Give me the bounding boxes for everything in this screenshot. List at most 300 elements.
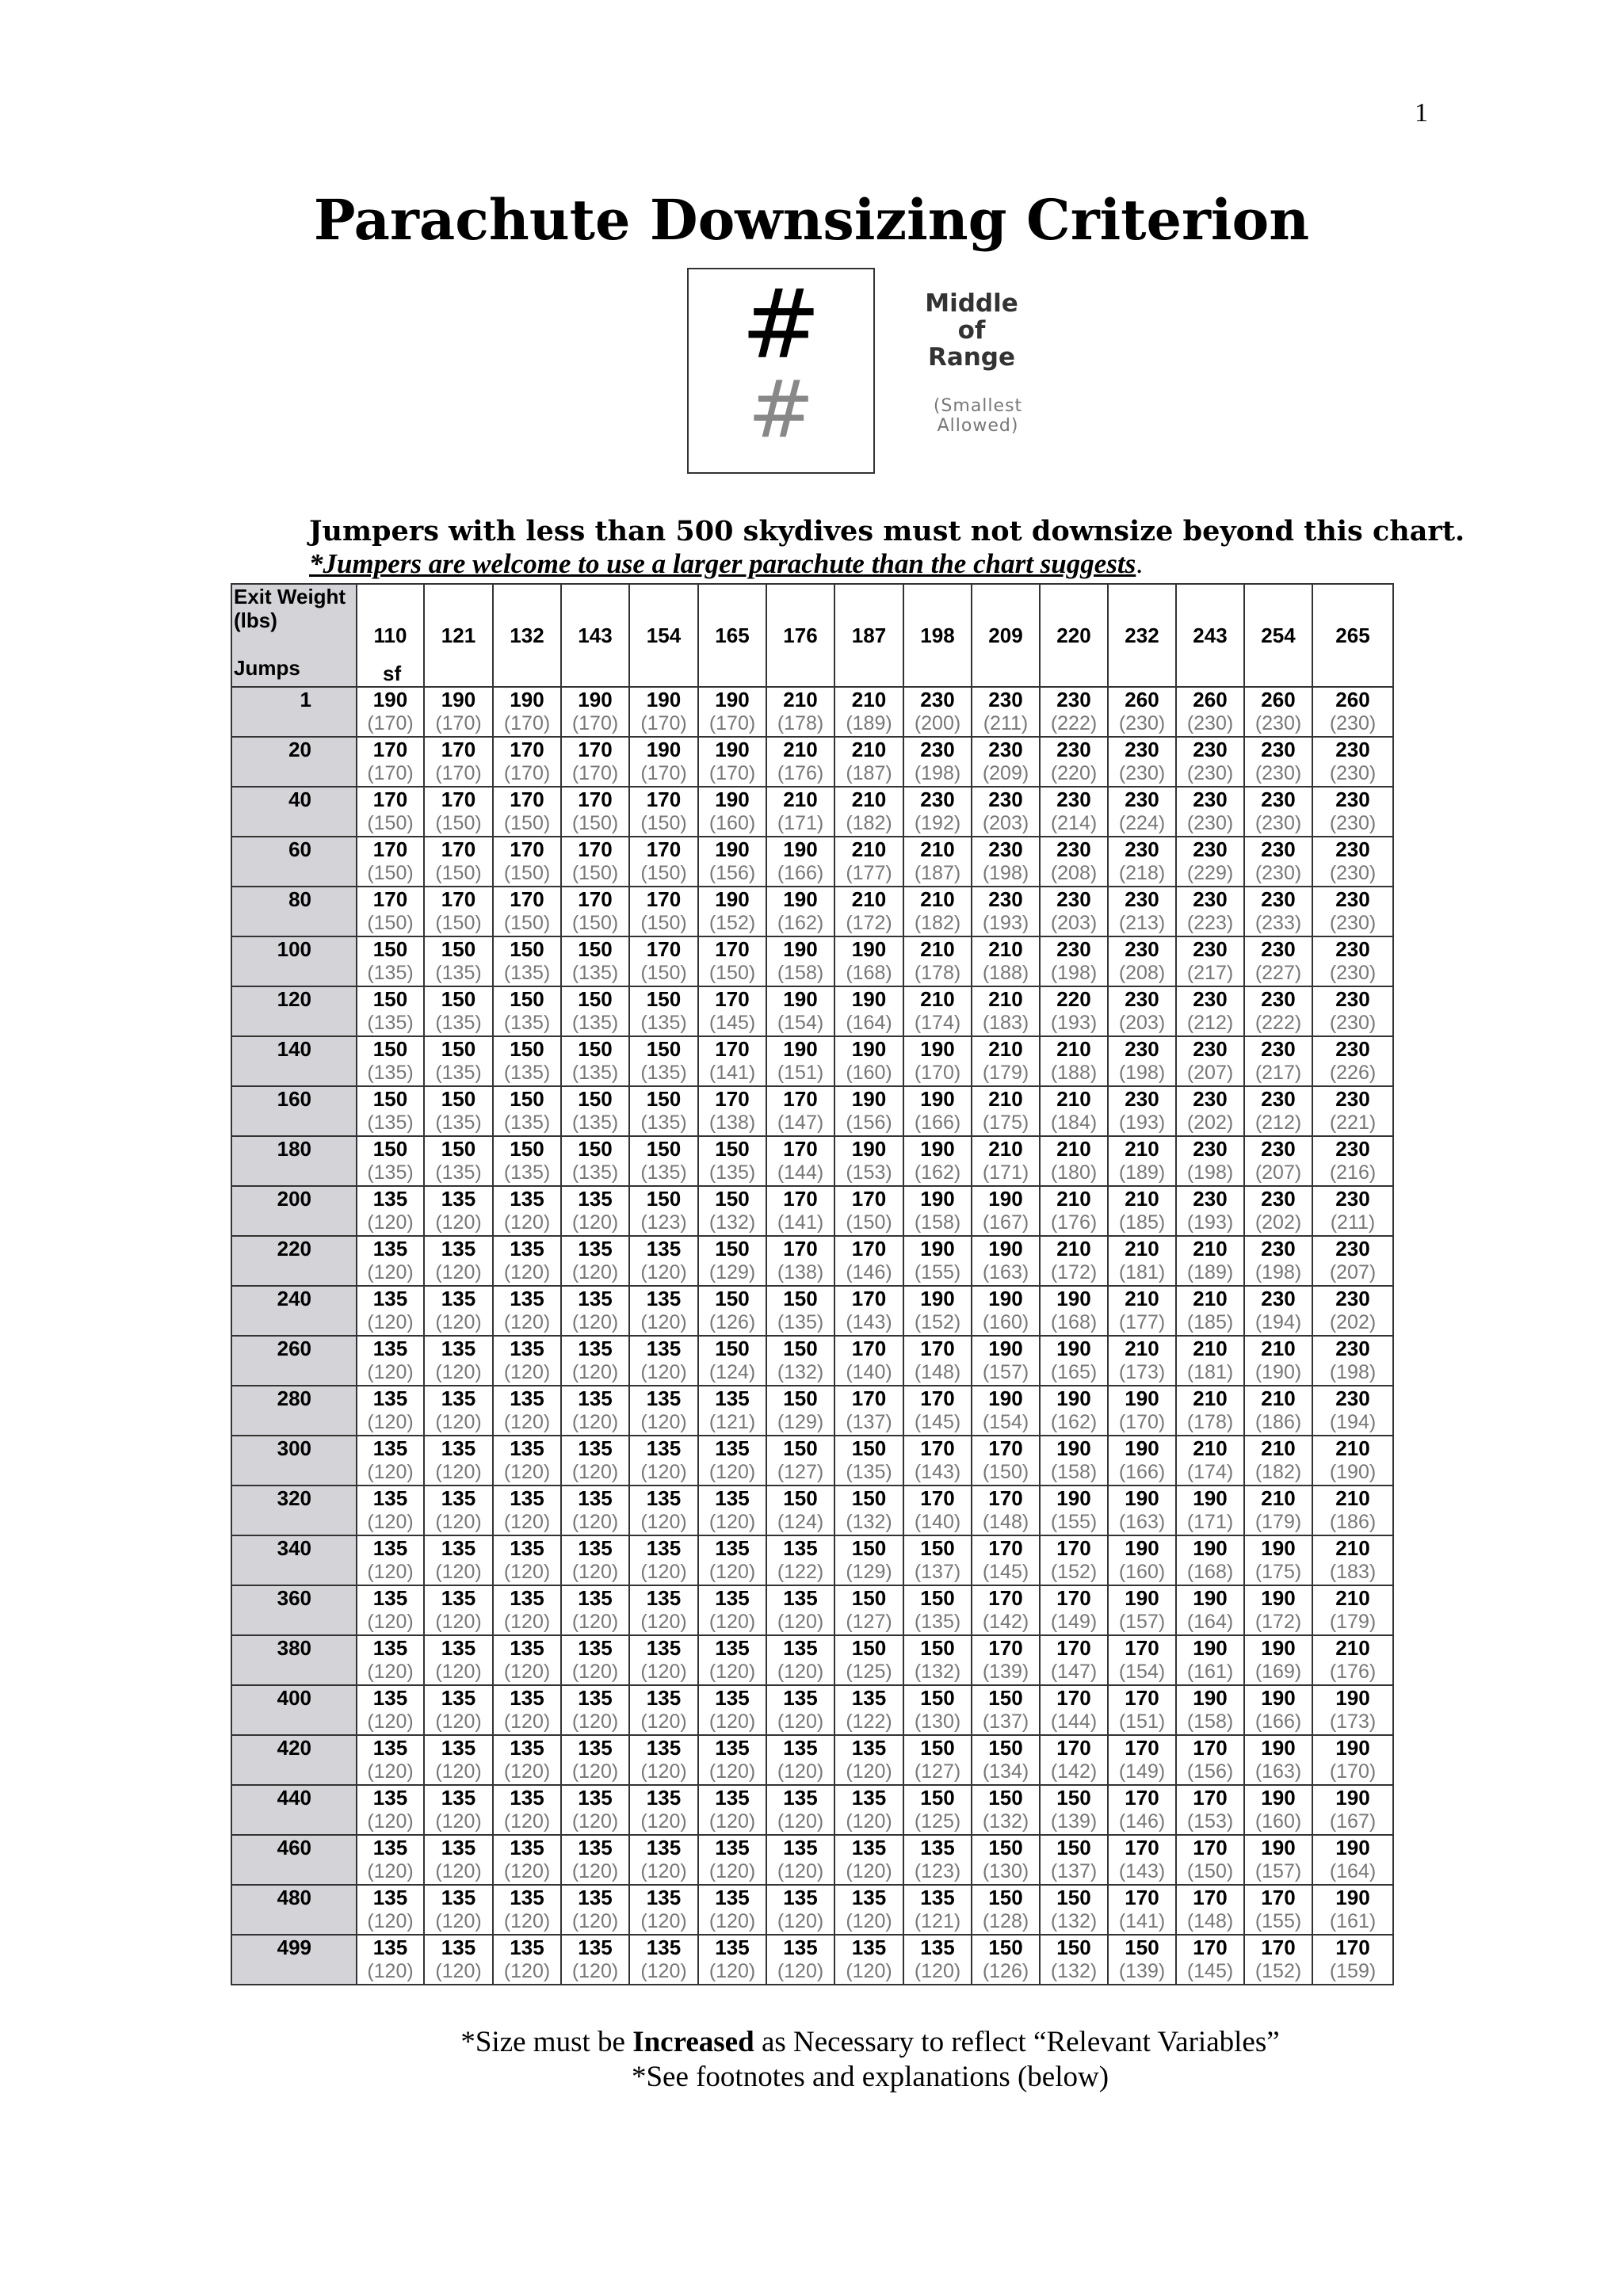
- smallest-allowed-size: (150): [846, 1211, 892, 1234]
- footer-post: as Necessary to reflect “Relevant Variables”: [754, 2026, 1280, 2058]
- weight-value: 143: [578, 623, 613, 647]
- size-cell: [698, 1436, 766, 1486]
- smallest-allowed-size: (203): [982, 812, 1029, 834]
- size-cell: [698, 1535, 766, 1585]
- recommended-size: 170: [1125, 1686, 1159, 1710]
- smallest-allowed-size: (170): [503, 712, 551, 734]
- size-cell: [357, 1486, 424, 1535]
- smallest-allowed-size: (193): [1186, 1211, 1234, 1234]
- recommended-size: 135: [646, 1536, 682, 1560]
- size-cell: [972, 1735, 1040, 1785]
- smallest-allowed-size: (120): [435, 1411, 482, 1433]
- smallest-allowed-size: (120): [503, 1361, 551, 1383]
- smallest-allowed-size: (230): [1329, 712, 1377, 734]
- smallest-allowed-size: (172): [1254, 1611, 1302, 1633]
- size-cell: [1108, 1436, 1176, 1486]
- weight-header: [561, 584, 629, 687]
- recommended-size: 210: [1335, 1636, 1370, 1660]
- smallest-allowed-size: (120): [571, 1960, 619, 1982]
- table-row: [231, 1486, 1393, 1535]
- smallest-allowed-size: (127): [777, 1461, 824, 1483]
- smallest-allowed-size: (198): [1118, 1062, 1166, 1084]
- size-cell: [357, 1735, 424, 1785]
- smallest-allowed-size: (178): [777, 712, 824, 734]
- recommended-size: 150: [510, 1087, 544, 1111]
- smallest-allowed-size: (152): [1254, 1960, 1302, 1982]
- recommended-size: 230: [1335, 1037, 1370, 1061]
- smallest-allowed-size: (147): [777, 1112, 824, 1134]
- size-cell: [1312, 1186, 1393, 1236]
- smallest-allowed-size: (208): [1050, 862, 1098, 884]
- smallest-allowed-size: (230): [1118, 712, 1166, 734]
- smallest-allowed-size: (120): [846, 1760, 892, 1783]
- smallest-allowed-size: (188): [1050, 1062, 1098, 1084]
- recommended-size: 190: [715, 837, 750, 861]
- recommended-size: 135: [715, 1886, 750, 1909]
- recommended-size: 135: [441, 1836, 476, 1859]
- size-cell: [1176, 1236, 1244, 1286]
- recommended-size: 230: [1335, 788, 1370, 811]
- size-cell: [1040, 737, 1108, 787]
- note-text: [309, 548, 1143, 580]
- size-cell: [903, 887, 972, 936]
- size-cell: [1108, 1685, 1176, 1735]
- smallest-allowed-size: (120): [846, 1810, 892, 1833]
- recommended-size: 135: [441, 1686, 476, 1710]
- smallest-allowed-size: (150): [503, 812, 551, 834]
- smallest-allowed-size: (160): [982, 1311, 1029, 1333]
- smallest-allowed-size: (179): [1254, 1511, 1302, 1533]
- recommended-size: 135: [715, 1936, 750, 1959]
- smallest-allowed-size: (120): [571, 1611, 619, 1633]
- size-cell: [357, 737, 424, 787]
- recommended-size: 230: [1335, 1087, 1370, 1111]
- smallest-allowed-size: (190): [1329, 1461, 1377, 1483]
- recommended-size: 170: [510, 738, 544, 761]
- smallest-allowed-size: (177): [1118, 1311, 1166, 1333]
- size-cell: [834, 1086, 903, 1136]
- smallest-allowed-size: (175): [982, 1112, 1029, 1134]
- recommended-size: 135: [510, 1337, 544, 1360]
- recommended-size: 210: [1125, 1187, 1159, 1211]
- smallest-allowed-size: (120): [708, 1910, 756, 1932]
- recommended-size: 150: [783, 1337, 818, 1360]
- smallest-allowed-size: (221): [1329, 1112, 1377, 1134]
- jumps-cell: 360: [231, 1585, 357, 1635]
- size-cell: [493, 936, 561, 986]
- smallest-allowed-size: (207): [1254, 1161, 1302, 1184]
- recommended-size: 230: [1335, 1137, 1370, 1161]
- smallest-allowed-size: (120): [640, 1311, 687, 1333]
- smallest-allowed-size: (150): [640, 812, 687, 834]
- size-cell: [972, 687, 1040, 737]
- size-cell: [424, 986, 493, 1036]
- smallest-allowed-size: (135): [503, 1112, 551, 1134]
- table-row: [231, 787, 1393, 837]
- recommended-size: 210: [1193, 1337, 1228, 1360]
- recommended-size: 260: [1193, 688, 1228, 711]
- size-cell: [834, 1386, 903, 1436]
- size-cell: [766, 936, 834, 986]
- recommended-size: 135: [372, 1686, 408, 1710]
- smallest-allowed-size: (139): [1050, 1810, 1098, 1833]
- size-cell: [1108, 1286, 1176, 1336]
- size-cell: [1040, 1885, 1108, 1935]
- recommended-size: 230: [1056, 738, 1091, 761]
- size-cell: [1176, 1735, 1244, 1785]
- size-cell: [1312, 1486, 1393, 1535]
- smallest-allowed-size: (150): [640, 912, 687, 934]
- smallest-allowed-size: (182): [914, 912, 961, 934]
- size-cell: [357, 1585, 424, 1635]
- recommended-size: 135: [646, 1736, 682, 1760]
- smallest-allowed-size: (150): [435, 812, 482, 834]
- size-cell: [766, 687, 834, 737]
- size-cell: [561, 1286, 629, 1336]
- size-cell: [972, 1286, 1040, 1336]
- size-cell: [972, 1535, 1040, 1585]
- smallest-allowed-size: (150): [367, 812, 414, 834]
- recommended-size: 170: [920, 1386, 955, 1410]
- smallest-allowed-size: (120): [503, 1711, 551, 1733]
- smallest-allowed-size: (157): [1254, 1860, 1302, 1882]
- smallest-allowed-size: (171): [777, 812, 824, 834]
- size-cell: [493, 1486, 561, 1535]
- smallest-allowed-size: (168): [1186, 1561, 1234, 1583]
- recommended-size: 230: [1193, 1137, 1228, 1161]
- size-cell: [903, 1136, 972, 1186]
- recommended-size: 150: [372, 1087, 408, 1111]
- table-row: [231, 1835, 1393, 1885]
- smallest-allowed-size: (174): [1186, 1461, 1234, 1483]
- recommended-size: 230: [1056, 688, 1091, 711]
- smallest-allowed-size: (120): [503, 1311, 551, 1333]
- smallest-allowed-size: (167): [1329, 1810, 1377, 1833]
- smallest-allowed-size: (169): [1254, 1661, 1302, 1683]
- recommended-size: 135: [372, 1936, 408, 1959]
- smallest-allowed-size: (168): [846, 962, 892, 984]
- recommended-size: 150: [783, 1287, 818, 1310]
- smallest-allowed-size: (138): [708, 1112, 756, 1134]
- recommended-size: 170: [372, 887, 408, 911]
- smallest-allowed-size: (188): [982, 962, 1029, 984]
- jumps-cell: 460: [231, 1835, 357, 1885]
- weight-header: [972, 584, 1040, 687]
- legend-label-line3: Range: [927, 343, 1016, 372]
- recommended-size: 135: [372, 1786, 408, 1810]
- recommended-size: 135: [783, 1586, 818, 1610]
- size-cell: [357, 1885, 424, 1935]
- size-cell: [903, 1635, 972, 1685]
- size-cell: [1040, 1635, 1108, 1685]
- size-cell: [972, 887, 1040, 936]
- recommended-size: 150: [510, 1037, 544, 1061]
- weight-value: 232: [1125, 623, 1159, 647]
- size-cell: [903, 1336, 972, 1386]
- size-cell: [1040, 687, 1108, 737]
- size-cell: [903, 837, 972, 887]
- weight-value: 132: [510, 623, 544, 647]
- chart-body: [231, 687, 1393, 1985]
- smallest-allowed-size: (202): [1186, 1112, 1234, 1134]
- size-cell: [1244, 837, 1312, 887]
- smallest-allowed-size: (120): [367, 1311, 414, 1333]
- recommended-size: 170: [988, 1536, 1023, 1560]
- smallest-allowed-size: (230): [1186, 762, 1234, 784]
- recommended-size: 150: [578, 1087, 613, 1111]
- recommended-size: 190: [1125, 1536, 1159, 1560]
- smallest-allowed-size: (189): [1118, 1161, 1166, 1184]
- size-cell: [1312, 1336, 1393, 1386]
- smallest-allowed-size: (120): [503, 1511, 551, 1533]
- recommended-size: 135: [441, 1536, 476, 1560]
- smallest-allowed-size: (120): [571, 1511, 619, 1533]
- recommended-size: 135: [578, 1736, 613, 1760]
- recommended-size: 170: [783, 1237, 818, 1261]
- smallest-allowed-size: (158): [1050, 1461, 1098, 1483]
- size-cell: [972, 787, 1040, 837]
- recommended-size: 135: [510, 1436, 544, 1460]
- smallest-allowed-size: (150): [435, 912, 482, 934]
- size-cell: [493, 1835, 561, 1885]
- size-cell: [1312, 1535, 1393, 1585]
- recommended-size: 135: [510, 1686, 544, 1710]
- jumps-cell: 220: [231, 1236, 357, 1286]
- smallest-allowed-size: (156): [1186, 1760, 1234, 1783]
- recommended-size: 135: [783, 1886, 818, 1909]
- smallest-allowed-size: (142): [982, 1611, 1029, 1633]
- recommended-size: 210: [1261, 1337, 1296, 1360]
- size-cell: [1312, 1735, 1393, 1785]
- smallest-allowed-size: (120): [367, 1910, 414, 1932]
- jumps-cell: 60: [231, 837, 357, 887]
- size-cell: [561, 887, 629, 936]
- size-cell: [1244, 1885, 1312, 1935]
- recommended-size: 190: [1193, 1686, 1228, 1710]
- smallest-allowed-size: (120): [503, 1910, 551, 1932]
- recommended-size: 190: [988, 1337, 1023, 1360]
- recommended-size: 150: [988, 1886, 1023, 1909]
- size-cell: [1176, 1885, 1244, 1935]
- size-cell: [1312, 1386, 1393, 1436]
- recommended-size: 150: [510, 1137, 544, 1161]
- recommended-size: 210: [920, 837, 955, 861]
- recommended-size: 170: [1056, 1686, 1091, 1710]
- recommended-size: 230: [1193, 937, 1228, 961]
- size-cell: [1312, 887, 1393, 936]
- smallest-allowed-size: (135): [640, 1112, 687, 1134]
- weight-header: [766, 584, 834, 687]
- recommended-size: 135: [920, 1836, 955, 1859]
- smallest-allowed-size: (120): [435, 1661, 482, 1683]
- smallest-allowed-size: (170): [1329, 1760, 1377, 1783]
- smallest-allowed-size: (135): [367, 1062, 414, 1084]
- smallest-allowed-size: (149): [1118, 1760, 1166, 1783]
- jumps-cell: 140: [231, 1036, 357, 1086]
- smallest-allowed-size: (198): [982, 862, 1029, 884]
- smallest-allowed-size: (120): [640, 1461, 687, 1483]
- recommended-size: 170: [1056, 1736, 1091, 1760]
- smallest-allowed-size: (120): [503, 1611, 551, 1633]
- smallest-allowed-size: (209): [982, 762, 1029, 784]
- table-row: [231, 1286, 1393, 1336]
- table-row: [231, 1036, 1393, 1086]
- recommended-size: 135: [372, 1187, 408, 1211]
- smallest-allowed-size: (126): [708, 1311, 756, 1333]
- recommended-size: 135: [441, 1586, 476, 1610]
- smallest-allowed-size: (203): [1118, 1012, 1166, 1034]
- recommended-size: 170: [372, 788, 408, 811]
- footer-note-1: [0, 2025, 1623, 2059]
- recommended-size: 135: [372, 1486, 408, 1510]
- recommended-size: 210: [1261, 1436, 1296, 1460]
- size-cell: [424, 1585, 493, 1635]
- recommended-size: 170: [1125, 1886, 1159, 1909]
- smallest-allowed-size: (211): [983, 712, 1029, 734]
- size-cell: [766, 1336, 834, 1386]
- recommended-size: 135: [646, 1486, 682, 1510]
- size-cell: [834, 837, 903, 887]
- size-cell: [1176, 1685, 1244, 1735]
- smallest-allowed-size: (174): [914, 1012, 961, 1034]
- smallest-allowed-size: (120): [640, 1860, 687, 1882]
- recommended-size: 190: [988, 1287, 1023, 1310]
- weight-value: 220: [1056, 623, 1091, 647]
- recommended-size: 230: [1193, 1187, 1228, 1211]
- recommended-size: 170: [1193, 1786, 1228, 1810]
- recommended-size: 230: [1056, 788, 1091, 811]
- recommended-size: 135: [646, 1386, 682, 1410]
- size-cell: [629, 737, 698, 787]
- smallest-allowed-size: (230): [1329, 1012, 1377, 1034]
- size-cell: [424, 1186, 493, 1236]
- size-cell: [1108, 737, 1176, 787]
- smallest-allowed-size: (154): [982, 1411, 1029, 1433]
- smallest-allowed-size: (120): [367, 1261, 414, 1283]
- jumps-cell: 380: [231, 1635, 357, 1685]
- size-cell: [1312, 936, 1393, 986]
- size-cell: [1108, 837, 1176, 887]
- recommended-size: 170: [851, 1237, 887, 1261]
- smallest-allowed-size: (212): [1186, 1012, 1234, 1034]
- smallest-allowed-size: (123): [914, 1860, 961, 1882]
- recommended-size: 230: [1193, 987, 1228, 1011]
- smallest-allowed-size: (120): [846, 1910, 892, 1932]
- size-cell: [1176, 1486, 1244, 1535]
- size-cell: [1176, 1785, 1244, 1835]
- smallest-allowed-size: (193): [1050, 1012, 1098, 1034]
- smallest-allowed-size: (187): [846, 762, 892, 784]
- recommended-size: 210: [1125, 1137, 1159, 1161]
- size-cell: [1108, 1386, 1176, 1436]
- smallest-allowed-size: (120): [640, 1960, 687, 1982]
- recommended-size: 210: [1056, 1137, 1091, 1161]
- size-cell: [493, 986, 561, 1036]
- smallest-allowed-size: (120): [503, 1960, 551, 1982]
- size-cell: [1176, 1635, 1244, 1685]
- recommended-size: 170: [715, 1087, 750, 1111]
- smallest-allowed-size: (143): [1118, 1860, 1166, 1882]
- smallest-allowed-size: (212): [1254, 1112, 1302, 1134]
- smallest-allowed-size: (150): [571, 812, 619, 834]
- smallest-allowed-size: (176): [1050, 1211, 1098, 1234]
- smallest-allowed-size: (145): [708, 1012, 756, 1034]
- smallest-allowed-size: (155): [1254, 1910, 1302, 1932]
- size-cell: [424, 1635, 493, 1685]
- note-period: .: [1136, 548, 1144, 579]
- recommended-size: 230: [1193, 738, 1228, 761]
- recommended-size: 135: [372, 1586, 408, 1610]
- jumps-cell: 80: [231, 887, 357, 936]
- size-cell: [561, 1236, 629, 1286]
- smallest-allowed-size: (146): [1118, 1810, 1166, 1833]
- smallest-allowed-size: (120): [777, 1661, 824, 1683]
- smallest-allowed-size: (135): [435, 1062, 482, 1084]
- recommended-size: 190: [578, 688, 613, 711]
- size-cell: [698, 986, 766, 1036]
- smallest-allowed-size: (157): [1118, 1611, 1166, 1633]
- recommended-size: 150: [646, 1137, 682, 1161]
- smallest-allowed-size: (128): [982, 1910, 1029, 1932]
- size-cell: [493, 1036, 561, 1086]
- recommended-size: 190: [715, 788, 750, 811]
- size-cell: [629, 1336, 698, 1386]
- size-cell: [493, 1535, 561, 1585]
- jumps-cell: 340: [231, 1535, 357, 1585]
- recommended-size: 190: [783, 1037, 818, 1061]
- recommended-size: 210: [988, 1137, 1023, 1161]
- size-cell: [766, 986, 834, 1036]
- smallest-allowed-size: (182): [846, 812, 892, 834]
- size-cell: [766, 1286, 834, 1336]
- size-cell: [972, 1136, 1040, 1186]
- size-cell: [972, 1585, 1040, 1635]
- recommended-size: 190: [715, 887, 750, 911]
- size-cell: [1312, 737, 1393, 787]
- recommended-size: 135: [578, 1536, 613, 1560]
- smallest-allowed-size: (120): [367, 1411, 414, 1433]
- recommended-size: 135: [441, 1486, 476, 1510]
- smallest-allowed-size: (132): [846, 1511, 892, 1533]
- recommended-size: 210: [1335, 1536, 1370, 1560]
- recommended-size: 150: [372, 987, 408, 1011]
- smallest-allowed-size: (159): [1329, 1960, 1377, 1982]
- recommended-size: 135: [646, 1686, 682, 1710]
- smallest-allowed-size: (155): [914, 1261, 961, 1283]
- recommended-size: 190: [1056, 1337, 1091, 1360]
- recommended-size: 170: [646, 887, 682, 911]
- recommended-size: 135: [783, 1736, 818, 1760]
- recommended-size: 230: [1125, 837, 1159, 861]
- smallest-allowed-size: (150): [367, 862, 414, 884]
- recommended-size: 135: [851, 1786, 887, 1810]
- jumps-cell: 20: [231, 737, 357, 787]
- size-cell: [972, 1236, 1040, 1286]
- recommended-size: 135: [578, 1386, 613, 1410]
- recommended-size: 150: [715, 1187, 750, 1211]
- recommended-size: 150: [578, 987, 613, 1011]
- size-cell: [834, 1286, 903, 1336]
- recommended-size: 230: [1125, 1037, 1159, 1061]
- jumps-cell: 100: [231, 936, 357, 986]
- size-cell: [1176, 787, 1244, 837]
- smallest-allowed-size: (141): [777, 1211, 824, 1234]
- recommended-size: 135: [441, 1237, 476, 1261]
- recommended-size: 230: [1193, 837, 1228, 861]
- recommended-size: 150: [920, 1786, 955, 1810]
- recommended-size: 150: [578, 1137, 613, 1161]
- smallest-allowed-size: (120): [846, 1960, 892, 1982]
